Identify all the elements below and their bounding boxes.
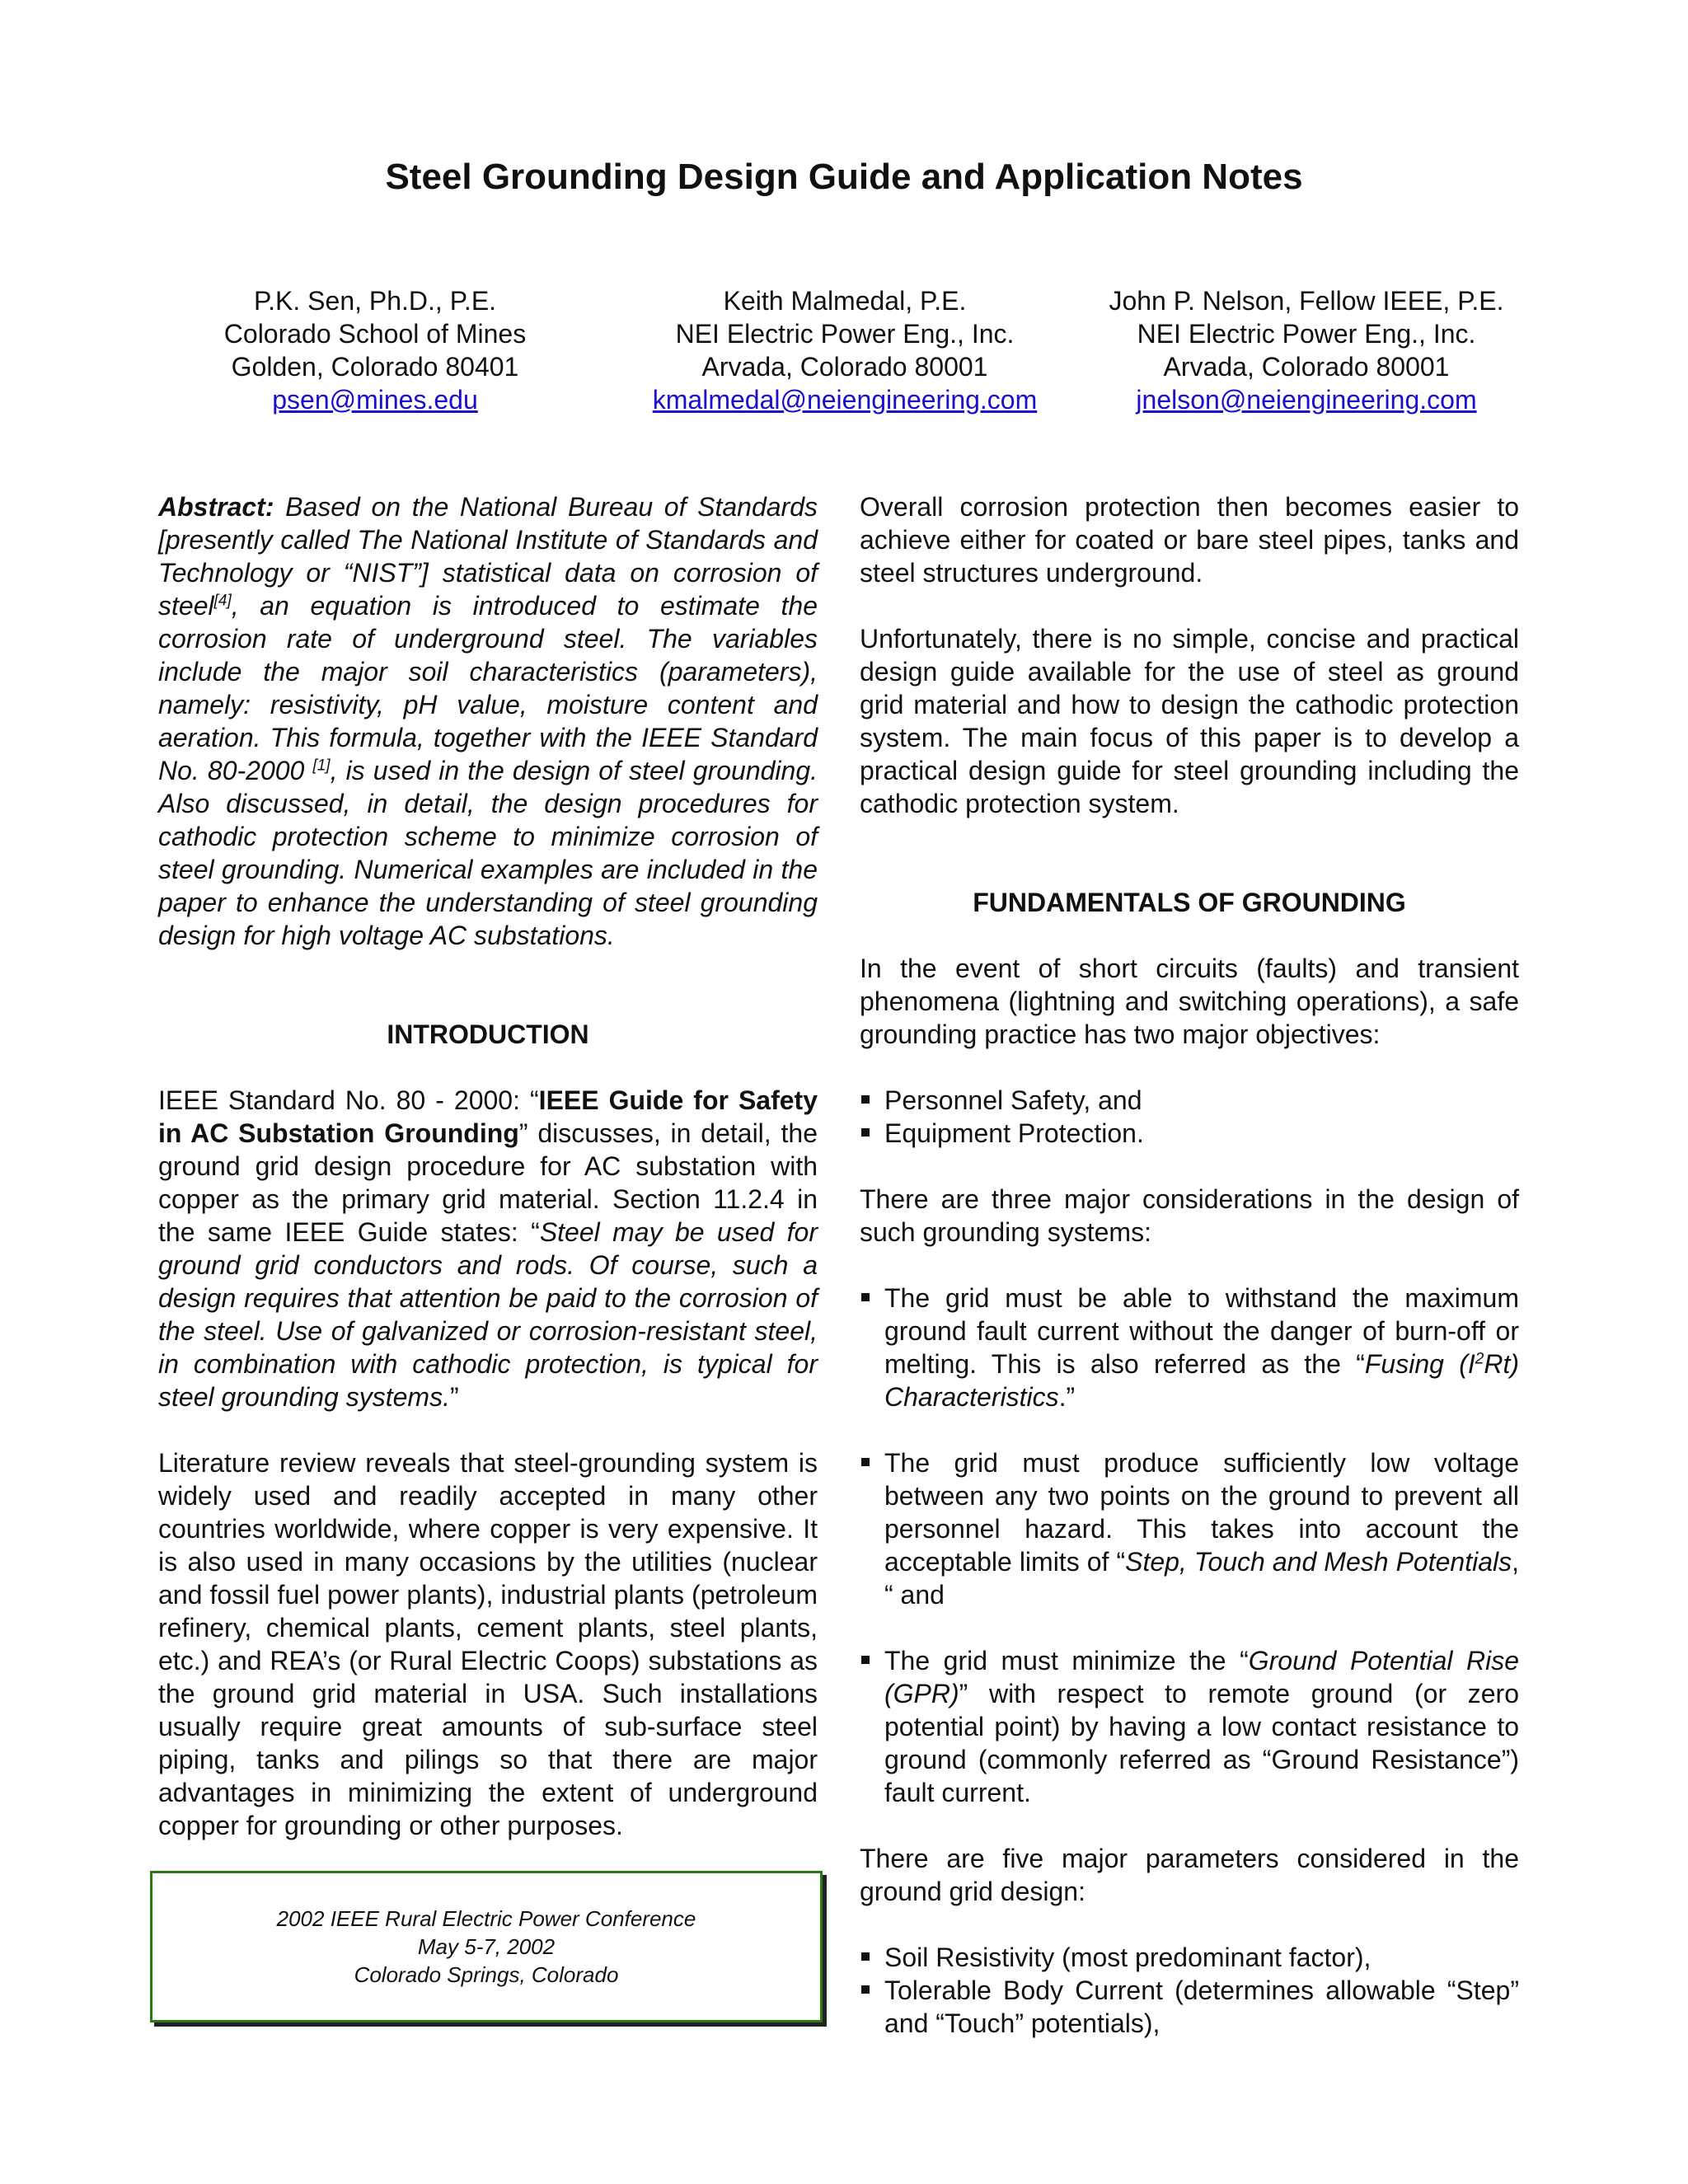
- paragraph-corrosion: Overall corrosion protection then becomes easier to achieve either for coated or bare steel pipes, tanks and steel structures underground.: [860, 492, 1519, 588]
- item-text: The grid must produce sufficiently low voltage between any two points on the ground to prevent all personnel hazard. This takes into account the acceptable limits of “: [884, 1448, 1519, 1577]
- item-text: .”: [1058, 1382, 1076, 1412]
- author-name: Keith Malmedal, P.E.: [723, 286, 967, 316]
- list-item: Soil Resistivity (most predominant factor),: [860, 1941, 1519, 1974]
- paragraph-considerations-intro: There are three major considerations in the design of such grounding systems:: [860, 1184, 1519, 1247]
- author-name: John P. Nelson, Fellow IEEE, P.E.: [1109, 286, 1504, 316]
- objectives-list: [860, 1084, 1519, 1150]
- author-org: Colorado School of Mines: [223, 319, 527, 349]
- list-item: [860, 1644, 1519, 1809]
- conference-date: May 5-7, 2002: [417, 1934, 556, 1959]
- list-item: Personnel Safety, and: [860, 1084, 1519, 1117]
- citation-ref: [1]: [312, 757, 331, 775]
- intro-text: IEEE Standard No. 80 - 2000: “: [158, 1085, 539, 1115]
- abstract-paragraph: [158, 490, 818, 952]
- list-item: [860, 1282, 1519, 1413]
- left-column: [158, 490, 818, 1842]
- paragraph-objectives-intro: In the event of short circuits (faults) and transient phenomena (lightning and switching operations), a safe grounding practice has two major objectives:: [860, 954, 1519, 1049]
- page-title: Steel Grounding Design Guide and Application Notes: [385, 157, 1303, 197]
- author-block-malmedal: [622, 284, 1067, 416]
- considerations-list: [860, 1282, 1519, 1413]
- list-item: [860, 1446, 1519, 1611]
- parameters-list: [860, 1941, 1519, 2040]
- abstract-label: Abstract:: [158, 492, 274, 522]
- item-emphasis-text: Rt) Characteristics: [884, 1349, 1520, 1412]
- item-emphasis: Step, Touch and Mesh Potentials: [1125, 1547, 1512, 1577]
- author-location: Arvada, Colorado 80001: [1163, 352, 1450, 382]
- item-text: The grid must be able to withstand the maximum ground fault current without the danger of burn-off or melting. This is also referred as the “: [884, 1283, 1519, 1379]
- conference-box: [150, 1871, 823, 2022]
- author-email-link[interactable]: jnelson@neiengineering.com: [1136, 385, 1477, 415]
- citation-ref: [4]: [213, 592, 232, 610]
- author-org: NEI Electric Power Eng., Inc.: [675, 319, 1015, 349]
- conference-location: Colorado Springs, Colorado: [354, 1962, 619, 1987]
- right-column: [860, 490, 1519, 2040]
- list-item: Tolerable Body Current (determines allowable “Step” and “Touch” potentials),: [860, 1974, 1519, 2040]
- item-text: The grid must minimize the “: [884, 1646, 1249, 1675]
- paragraph-design-guide: Unfortunately, there is no simple, concise and practical design guide available for the use of steel as ground grid material and how to design the cathodic protection system. The main focus of this paper is to develop a practical design guide for steel grounding including the cathodic protection system.: [860, 624, 1519, 818]
- item-text: , “ and: [884, 1547, 1519, 1610]
- list-item: Equipment Protection.: [860, 1117, 1519, 1150]
- conference-name: 2002 IEEE Rural Electric Power Conference: [276, 1906, 696, 1931]
- intro-text: ” discusses, in detail, the ground grid design procedure for AC substation with copper as the primary grid material. Section 11.2.4 in the same IEEE Guide states: “: [158, 1118, 818, 1247]
- abstract-text-3: , is used in the design of steel grounding. Also discussed, in detail, the design procedures for cathodic protection scheme to minimize corrosion of steel grounding. Numerical examples are included in the paper to enhance the understanding of steel grounding design for high voltage AC substations.: [158, 756, 818, 950]
- author-location: Arvada, Colorado 80001: [701, 352, 988, 382]
- author-block-sen: [202, 284, 548, 416]
- abstract-text-1: Based on the National Bureau of Standards [presently called The National Institute of Standards and Technology or “NIST”] statistical data on corrosion of steel: [158, 492, 818, 621]
- quoted-text: Steel may be used for ground grid conductors and rods. Of course, such a design requires that attention be paid to the corrosion of the steel. Use of galvanized or corrosion-resistant steel, in combination with cathodic protection, is typical for steel grounding systems.: [158, 1217, 818, 1412]
- author-location: Golden, Colorado 80401: [231, 352, 519, 382]
- introduction-paragraph-1: [158, 1084, 818, 1413]
- paragraph-parameters-intro: There are five major parameters considered in the ground grid design:: [860, 1844, 1519, 1906]
- fundamentals-heading: FUNDAMENTALS OF GROUNDING: [973, 888, 1406, 917]
- author-email-link[interactable]: psen@mines.edu: [272, 385, 478, 415]
- item-emphasis: Ground Potential Rise (GPR): [884, 1646, 1519, 1708]
- superscript: 2: [1475, 1350, 1484, 1368]
- author-org: NEI Electric Power Eng., Inc.: [1137, 319, 1476, 349]
- item-text: ” with respect to remote ground (or zero potential point) by having a low contact resistance to ground (commonly referred as “Ground Resistance”) fault current.: [884, 1679, 1519, 1807]
- intro-text: ”: [449, 1382, 459, 1412]
- item-emphasis-text: Fusing (I: [1364, 1349, 1475, 1379]
- author-email-link[interactable]: kmalmedal@neiengineering.com: [652, 385, 1038, 415]
- abstract-text-2: , an equation is introduced to estimate the corrosion rate of underground steel. The variables include the major soil characteristics (parameters), namely: resistivity, pH value, moisture content and aeration. This formula, together with the IEEE Standard No. 80-2000: [158, 591, 818, 785]
- standard-title: IEEE Guide for Safety in AC Substation Grounding: [158, 1085, 818, 1148]
- introduction-heading: INTRODUCTION: [387, 1019, 589, 1049]
- author-block-nelson: [1092, 284, 1521, 416]
- author-name: P.K. Sen, Ph.D., P.E.: [253, 286, 497, 316]
- introduction-paragraph-2: Literature review reveals that steel-grounding system is widely used and readily accepted in many other countries worldwide, where copper is very expensive. It is also used in many occasions by the utilities (nuclear and fossil fuel power plants), industrial plants (petroleum refinery, chemical plants, cement plants, steel plants, etc.) and REA’s (or Rural Electric Coops) substations as the ground grid material in USA. Such installations usually require great amounts of sub-surface steel piping, tanks and pilings so that there are major advantages in minimizing the extent of underground copper for grounding or other purposes.: [158, 1448, 818, 1840]
